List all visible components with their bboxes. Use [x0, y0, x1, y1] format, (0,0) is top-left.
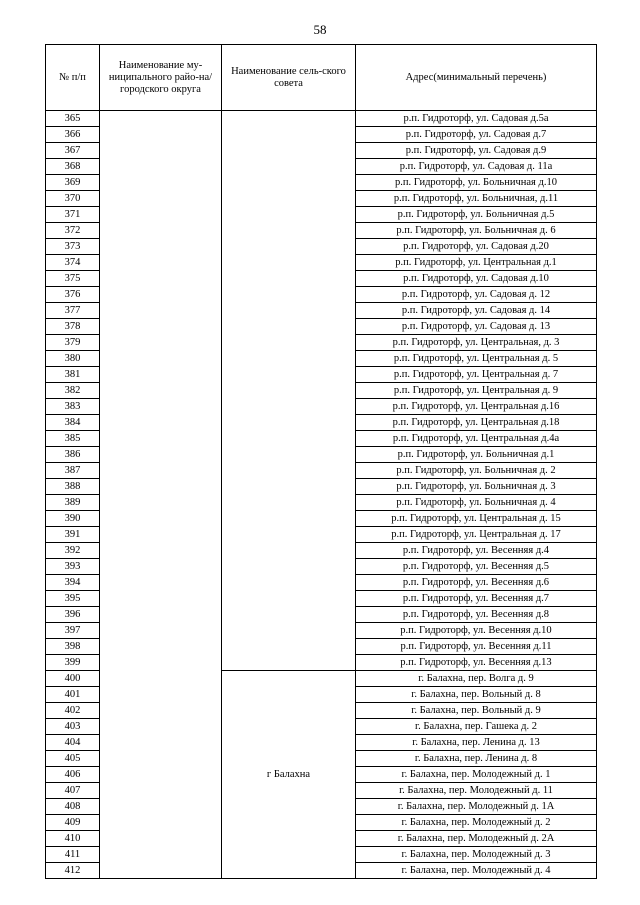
address-cell: р.п. Гидроторф, ул. Больничная д.1	[356, 447, 597, 463]
row-number: 410	[46, 831, 100, 847]
row-number: 389	[46, 495, 100, 511]
row-number: 391	[46, 527, 100, 543]
address-cell: г. Балахна, пер. Молодежный д. 4	[356, 863, 597, 879]
address-cell: р.п. Гидроторф, ул. Центральная д.18	[356, 415, 597, 431]
row-number: 398	[46, 639, 100, 655]
row-number: 401	[46, 687, 100, 703]
row-number: 393	[46, 559, 100, 575]
row-number: 404	[46, 735, 100, 751]
row-number: 396	[46, 607, 100, 623]
table-row	[46, 111, 597, 127]
row-number: 402	[46, 703, 100, 719]
address-cell: р.п. Гидроторф, ул. Садовая д. 13	[356, 319, 597, 335]
header-num: № п/п	[46, 45, 100, 111]
row-number: 395	[46, 591, 100, 607]
address-cell: р.п. Гидроторф, ул. Больничная, д.11	[356, 191, 597, 207]
address-cell: р.п. Гидроторф, ул. Больничная д. 4	[356, 495, 597, 511]
address-cell: р.п. Гидроторф, ул. Садовая д. 14	[356, 303, 597, 319]
address-cell: р.п. Гидроторф, ул. Центральная д. 17	[356, 527, 597, 543]
address-cell: р.п. Гидроторф, ул. Больничная д. 3	[356, 479, 597, 495]
row-number: 367	[46, 143, 100, 159]
address-cell: г. Балахна, пер. Гашека д. 2	[356, 719, 597, 735]
address-cell: р.п. Гидроторф, ул. Центральная д. 9	[356, 383, 597, 399]
row-number: 406	[46, 767, 100, 783]
address-cell: р.п. Гидроторф, ул. Центральная д.4а	[356, 431, 597, 447]
row-number: 382	[46, 383, 100, 399]
address-cell: р.п. Гидроторф, ул. Весенняя д.13	[356, 655, 597, 671]
row-number: 370	[46, 191, 100, 207]
header-district: Наименование му-ниципального райо-на/ городского округа	[100, 45, 222, 111]
address-cell: р.п. Гидроторф, ул. Весенняя д.8	[356, 607, 597, 623]
row-number: 376	[46, 287, 100, 303]
address-cell: р.п. Гидроторф, ул. Садовая д. 12	[356, 287, 597, 303]
address-cell: р.п. Гидроторф, ул. Садовая д.5а	[356, 111, 597, 127]
address-cell: р.п. Гидроторф, ул. Садовая д. 11а	[356, 159, 597, 175]
address-cell: р.п. Гидроторф, ул. Весенняя д.11	[356, 639, 597, 655]
address-cell: р.п. Гидроторф, ул. Больничная д. 6	[356, 223, 597, 239]
row-number: 388	[46, 479, 100, 495]
row-number: 409	[46, 815, 100, 831]
row-number: 381	[46, 367, 100, 383]
row-number: 372	[46, 223, 100, 239]
address-cell: р.п. Гидроторф, ул. Весенняя д.5	[356, 559, 597, 575]
row-number: 412	[46, 863, 100, 879]
address-cell: г. Балахна, пер. Молодежный д. 1	[356, 767, 597, 783]
address-cell: р.п. Гидроторф, ул. Садовая д.10	[356, 271, 597, 287]
row-number: 405	[46, 751, 100, 767]
row-number: 385	[46, 431, 100, 447]
row-number: 371	[46, 207, 100, 223]
address-cell: р.п. Гидроторф, ул. Садовая д.20	[356, 239, 597, 255]
row-number: 408	[46, 799, 100, 815]
address-cell: р.п. Гидроторф, ул. Центральная д. 5	[356, 351, 597, 367]
row-number: 380	[46, 351, 100, 367]
row-number: 378	[46, 319, 100, 335]
header-council: Наименование сель-ского совета	[222, 45, 356, 111]
address-table	[45, 44, 597, 879]
district-cell	[100, 111, 222, 879]
row-number: 366	[46, 127, 100, 143]
address-cell: г. Балахна, пер. Вольный д. 8	[356, 687, 597, 703]
table-header-row	[46, 45, 597, 111]
address-cell: г. Балахна, пер. Молодежный д. 2	[356, 815, 597, 831]
row-number: 379	[46, 335, 100, 351]
address-cell: р.п. Гидроторф, ул. Больничная д. 2	[356, 463, 597, 479]
address-cell: г. Балахна, пер. Молодежный д. 11	[356, 783, 597, 799]
row-number: 365	[46, 111, 100, 127]
council-cell	[222, 111, 356, 671]
row-number: 411	[46, 847, 100, 863]
address-cell: р.п. Гидроторф, ул. Больничная д.10	[356, 175, 597, 191]
row-number: 384	[46, 415, 100, 431]
table-body	[46, 111, 597, 879]
address-cell: г. Балахна, пер. Вольный д. 9	[356, 703, 597, 719]
council-cell: г Балахна	[222, 671, 356, 879]
address-cell: р.п. Гидроторф, ул. Больничная д.5	[356, 207, 597, 223]
address-cell: г. Балахна, пер. Молодежный д. 3	[356, 847, 597, 863]
row-number: 373	[46, 239, 100, 255]
row-number: 392	[46, 543, 100, 559]
row-number: 397	[46, 623, 100, 639]
row-number: 390	[46, 511, 100, 527]
row-number: 386	[46, 447, 100, 463]
row-number: 394	[46, 575, 100, 591]
page-number: 58	[313, 22, 327, 37]
address-cell: р.п. Гидроторф, ул. Центральная, д. 3	[356, 335, 597, 351]
address-cell: г. Балахна, пер. Ленина д. 13	[356, 735, 597, 751]
row-number: 403	[46, 719, 100, 735]
row-number: 377	[46, 303, 100, 319]
address-cell: р.п. Гидроторф, ул. Центральная д. 15	[356, 511, 597, 527]
row-number: 374	[46, 255, 100, 271]
address-cell: р.п. Гидроторф, ул. Садовая д.9	[356, 143, 597, 159]
address-cell: р.п. Гидроторф, ул. Весенняя д.4	[356, 543, 597, 559]
address-cell: р.п. Гидроторф, ул. Весенняя д.10	[356, 623, 597, 639]
row-number: 368	[46, 159, 100, 175]
address-cell: г. Балахна, пер. Молодежный д. 1А	[356, 799, 597, 815]
address-cell: р.п. Гидроторф, ул. Весенняя д.6	[356, 575, 597, 591]
address-cell: р.п. Гидроторф, ул. Центральная д.16	[356, 399, 597, 415]
address-cell: р.п. Гидроторф, ул. Весенняя д.7	[356, 591, 597, 607]
row-number: 407	[46, 783, 100, 799]
address-cell: р.п. Гидроторф, ул. Центральная д. 7	[356, 367, 597, 383]
row-number: 399	[46, 655, 100, 671]
row-number: 383	[46, 399, 100, 415]
address-cell: г. Балахна, пер. Ленина д. 8	[356, 751, 597, 767]
row-number: 387	[46, 463, 100, 479]
address-cell: г. Балахна, пер. Волга д. 9	[356, 671, 597, 687]
address-cell: г. Балахна, пер. Молодежный д. 2А	[356, 831, 597, 847]
row-number: 400	[46, 671, 100, 687]
row-number: 375	[46, 271, 100, 287]
header-address: Адрес(минимальный перечень)	[356, 45, 597, 111]
address-cell: р.п. Гидроторф, ул. Садовая д.7	[356, 127, 597, 143]
row-number: 369	[46, 175, 100, 191]
address-cell: р.п. Гидроторф, ул. Центральная д.1	[356, 255, 597, 271]
